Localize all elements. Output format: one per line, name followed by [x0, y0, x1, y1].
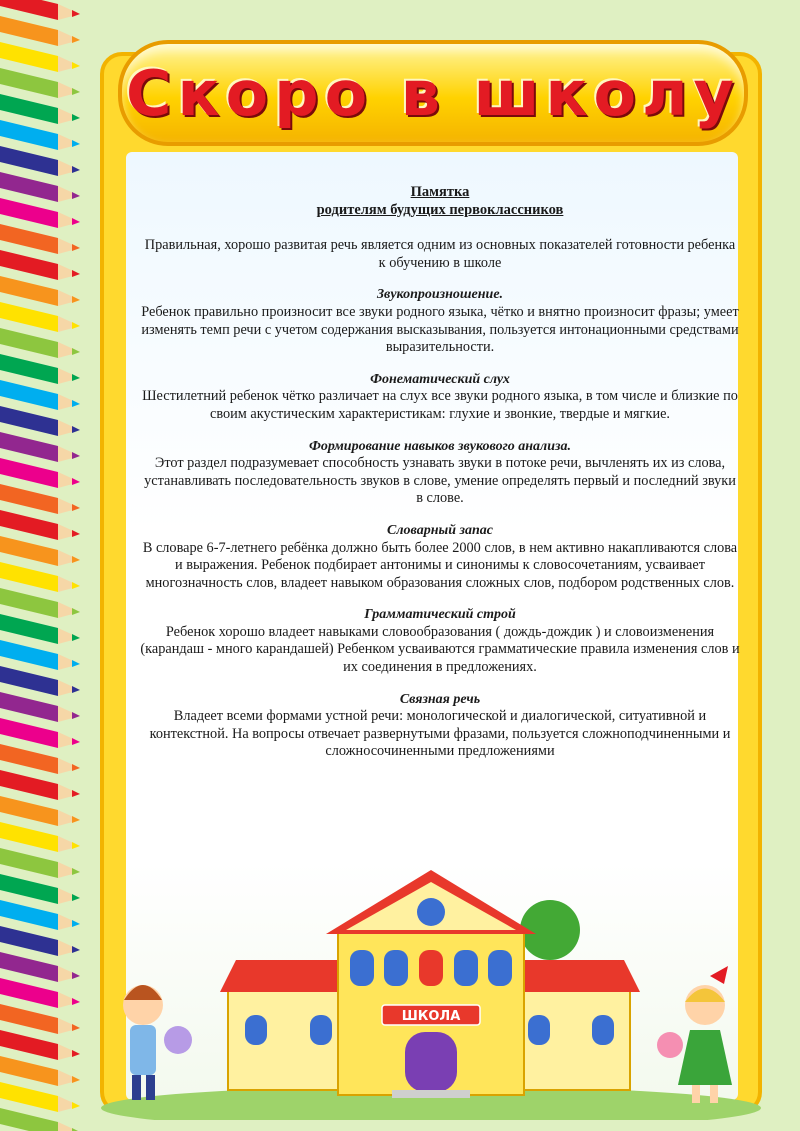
section-title: Формирование навыков звукового анализа. — [308, 438, 571, 454]
section-vocabulary — [140, 522, 740, 592]
section-text: Этот раздел подразумевает способность узнавать звуки в потоке речи, вычленять их из слова, устанавливать последовательность звуков в слове, умение определять первый и последний звуки в слове. — [144, 455, 736, 507]
poster-title: Скоро в школу — [126, 56, 740, 130]
pencil-icon — [0, 1056, 80, 1086]
pencil-icon — [0, 562, 80, 592]
pencil-icon — [0, 16, 80, 46]
pencil-icon — [0, 1004, 80, 1034]
section-text: В словаре 6-7-летнего ребёнка должно быть более 2000 слов, в нем активно накапливаются слова и выражения. Ребенок подбирает антонимы и синонимы к словосочетаниям, усваивает многозначность слов, владеет навыком образования сложных слов, подбором родственных слов. — [142, 539, 738, 591]
pencil-icon — [0, 978, 80, 1008]
section-title: Звукопроизношение. — [376, 287, 504, 303]
pencil-icon — [0, 276, 80, 306]
pencil-icon — [0, 1030, 80, 1060]
pencil-icon — [0, 952, 80, 982]
pencil-icon — [0, 94, 80, 124]
section-text: Владеет всеми формами устной речи: монологической и диалогической, ситуативной и контекстной. На вопросы отвечает развернутыми фразами, пользуется сложноподчиненными и сложносочиненными предложениями — [149, 708, 731, 760]
pencil-icon — [0, 614, 80, 644]
boy-icon — [123, 985, 192, 1100]
pencil-icon — [0, 796, 80, 826]
pencil-icon — [0, 588, 80, 618]
pencil-icon — [0, 224, 80, 254]
school-sign-text: ШКОЛА — [401, 1009, 461, 1024]
pencil-icon — [0, 432, 80, 462]
pencil-icon — [0, 926, 80, 956]
pencil-icon — [0, 380, 80, 410]
pencil-icon — [0, 198, 80, 228]
section-coherent-speech — [140, 691, 740, 761]
pencil-icon — [0, 146, 80, 176]
pencil-icon — [0, 42, 80, 72]
pencil-icon — [0, 68, 80, 98]
title-banner — [118, 40, 748, 146]
pencil-icon — [0, 484, 80, 514]
pencil-icon — [0, 770, 80, 800]
pencil-icon — [0, 172, 80, 202]
memo-subheading: родителям будущих первоклассников — [316, 201, 564, 218]
pencil-icon — [0, 250, 80, 280]
pencil-icon — [0, 536, 80, 566]
pencil-icon — [0, 1108, 80, 1131]
memo-intro: Правильная, хорошо развитая речь является одним из основных показателей готовности ребенка к обучению в школе — [144, 237, 736, 271]
school-door — [405, 1032, 457, 1092]
pencil-icon — [0, 354, 80, 384]
memo-heading: Памятка — [410, 184, 470, 200]
section-text: Ребенок хорошо владеет навыками словообразования ( дождь-дождик ) и словоизменения (карандаш - много карандашей) Ребенком усваиваются грамматические правила изменения слов и их соединения в предложениях. — [140, 623, 740, 676]
pencil-icon — [0, 848, 80, 878]
section-text: Ребенок правильно произносит все звуки родного языка, чётко и внятно произносит фразы; умеет изменять темп речи с учетом содержания высказывания, пользуется интонационными средствами выразительности. — [141, 303, 739, 356]
section-title: Словарный запас — [387, 522, 493, 538]
pencil-icon — [0, 406, 80, 436]
section-title: Фонематический слух — [370, 371, 510, 387]
pencil-icon — [0, 874, 80, 904]
pencil-icon — [0, 458, 80, 488]
pencil-icon — [0, 1082, 80, 1112]
school-illustration — [100, 850, 762, 1120]
pencil-icon — [0, 900, 80, 930]
pencil-icon — [0, 718, 80, 748]
pencil-icon — [0, 692, 80, 722]
memo-document — [140, 184, 740, 761]
pencil-icon — [0, 822, 80, 852]
section-sound-analysis — [140, 438, 740, 508]
section-title: Грамматический строй — [364, 607, 516, 623]
section-phonemic-hearing — [140, 371, 740, 424]
section-sound-pronunciation — [140, 286, 740, 356]
pencil-icon — [0, 120, 80, 150]
pencil-icon — [0, 328, 80, 358]
section-text: Шестилетний ребенок чётко различает на слух все звуки родного языка, в том числе и близкие по своим акустическим характеристикам: глухие и звонкие, твердые и мягкие. — [142, 388, 738, 422]
section-grammar — [140, 606, 740, 676]
pencil-icon — [0, 744, 80, 774]
pencil-icon — [0, 666, 80, 696]
pencil-icon — [0, 510, 80, 540]
pencil-border-illustration — [0, 0, 95, 1131]
pencil-icon — [0, 302, 80, 332]
pencil-icon — [0, 640, 80, 670]
pencil-icon — [0, 0, 80, 20]
girl-icon — [657, 966, 732, 1103]
section-title: Связная речь — [399, 691, 481, 707]
